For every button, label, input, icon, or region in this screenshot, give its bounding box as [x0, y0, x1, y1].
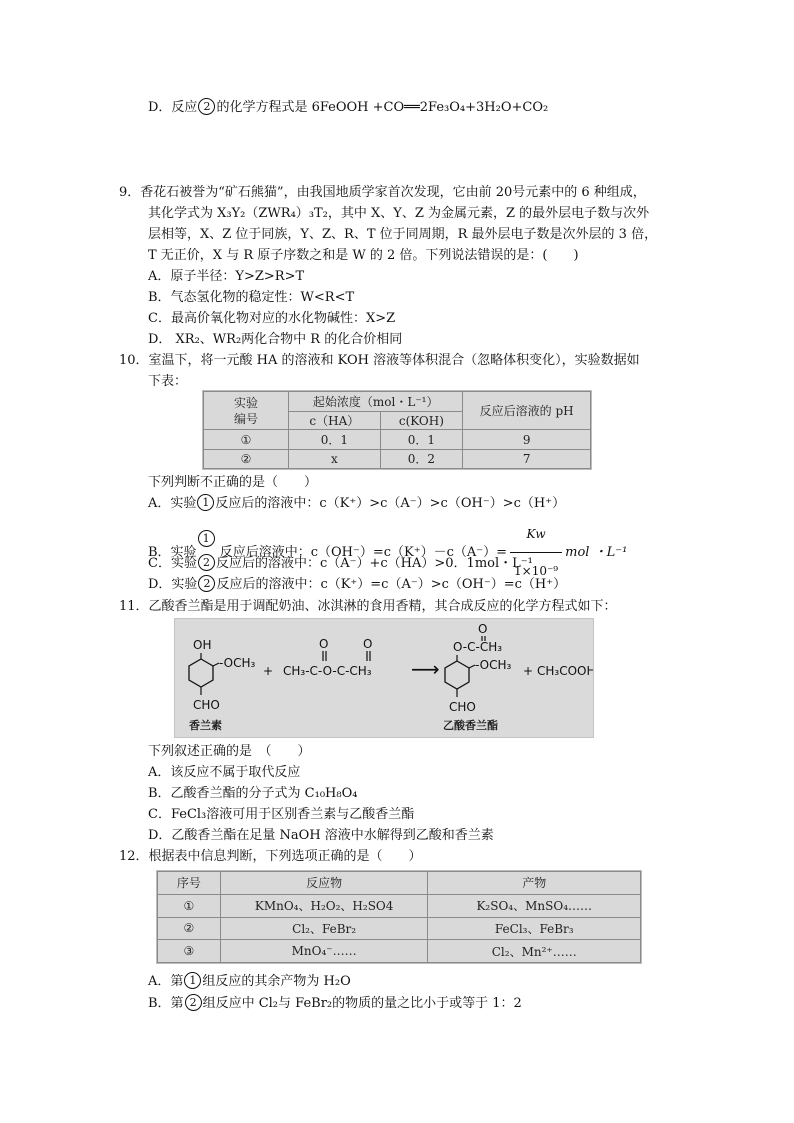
plus-sign: + — [263, 664, 274, 678]
table-row — [158, 917, 641, 940]
q9-stem-line4: T 无正价，X 与 R 原子序数之和是 W 的 2 倍。下列说法错误的是：( ) — [148, 248, 579, 263]
q10-row1-no: ① — [204, 430, 289, 449]
q12-option-b — [148, 994, 522, 1014]
q10-option-c-prefix: C．实验 — [148, 556, 197, 571]
q12-option-a — [148, 972, 351, 992]
q10-row1-ckoh: 0．1 — [380, 430, 463, 449]
q12-row2-reactants: Cl₂、FeBr₂ — [220, 917, 428, 940]
q12-row3-products: Cl₂、Mn²⁺…… — [428, 940, 641, 963]
q8-option-d-prefix: D．反应 — [148, 100, 198, 115]
q10-header-ckoh: c(KOH) — [380, 412, 463, 430]
q10-header-initial-conc: 起始浓度（mol・L⁻¹） — [289, 392, 463, 412]
q12-header-products: 产物 — [428, 872, 641, 895]
q10-row2-ph: 7 — [463, 449, 591, 468]
table-row — [204, 430, 591, 449]
q9-option-d: D． XR₂、WR₂两化合物中 R 的化合价相同 — [148, 332, 403, 347]
q11-option-c: C．FeCl₃溶液可用于区别香兰素与乙酸香兰酯 — [148, 807, 415, 822]
circled-number: 2 — [198, 575, 215, 592]
q9-option-c: C．最高价氧化物对应的水化物碱性：X>Z — [148, 311, 396, 326]
q10-row2-cha: x — [289, 449, 380, 468]
benzene-ring-icon — [445, 661, 469, 689]
q11-question: 下列叙述正确的是 （ ） — [148, 744, 311, 759]
circled-number: 1 — [184, 972, 201, 989]
fraction-denominator: 1×10⁻⁹ — [514, 564, 559, 578]
q10-option-d-text: 反应后的溶液中：c（K⁺）=c（A⁻）>c（OH⁻）=c（H⁺） — [216, 577, 567, 592]
q10-row1-cha: 0．1 — [289, 430, 380, 449]
q8-option-d — [148, 98, 548, 118]
q9-stem-line1: 9．香花石被誉为“矿石熊猫”，由我国地质学家首次发现，它由前 20号元素中的 6 种组成， — [119, 185, 646, 200]
q12-option-a-prefix: A．第 — [148, 974, 184, 989]
table-row — [204, 449, 591, 468]
vanillin-name: 香兰素 — [189, 719, 222, 732]
q8-option-d-text: 的化学方程式是 6FeOOH +CO══2Fe₃O₄+3H₂O+CO₂ — [216, 100, 549, 115]
vanillin-cho-label: CHO — [193, 698, 220, 712]
circled-number: 2 — [185, 994, 202, 1011]
q10-header-ph: 反应后溶液的 pH — [463, 392, 591, 430]
q9-option-b: B．气态氢化物的稳定性：W<R<T — [148, 290, 355, 305]
product-name: 乙酸香兰酯 — [443, 719, 498, 732]
benzene-ring-icon — [189, 659, 213, 687]
q10-row2-no: ② — [204, 449, 289, 468]
q12-header-reactants: 反应物 — [220, 872, 428, 895]
product-ester-group: O-C-CH₃ — [453, 640, 503, 654]
q12-header-no: 序号 — [158, 872, 221, 895]
q11-option-b: B．乙酸香兰酯的分子式为 C₁₀H₈O₄ — [148, 786, 358, 801]
q10-option-d-prefix: D．实验 — [148, 577, 198, 592]
q10-question: 下列判断不正确的是（ ） — [148, 475, 318, 490]
q10-data-table — [202, 390, 592, 470]
anhydride-o1-label: O — [319, 637, 329, 651]
q9-stem-line3: 层相等，X、Z 位于同族，Y、Z、R、T 位于同周期，R 最外层电子数是次外层的 3 倍， — [148, 227, 658, 242]
q10-header-cha: c（HA） — [289, 412, 380, 430]
q10-option-a-prefix: A．实验 — [148, 496, 197, 511]
q12-row3-reactants: MnO₄⁻…… — [220, 940, 428, 963]
circled-number: 1 — [197, 494, 214, 511]
product-cho-label: CHO — [449, 700, 476, 714]
vanillin-och3-label: -OCH₃ — [219, 656, 256, 670]
q12-row2-no: ② — [158, 917, 221, 940]
plus-sign: + — [523, 664, 534, 678]
table-row — [158, 940, 641, 963]
q12-row1-no: ① — [158, 894, 221, 917]
q9-option-a: A．原子半径：Y>Z>R>T — [148, 269, 305, 284]
circled-number: 2 — [198, 98, 215, 115]
vanillin-oh-label: OH — [193, 638, 212, 652]
q12-stem-line1: 12．根据表中信息判断，下列选项正确的是（ ） — [119, 849, 422, 864]
product-och3-label: -OCH₃ — [475, 658, 512, 672]
q10-option-d — [148, 575, 566, 595]
q10-option-b-prefix: B．实验 — [148, 545, 197, 560]
q10-option-b-unit: mol ・L⁻¹ — [565, 545, 628, 560]
q10-option-c-text: 反应后的溶液中：c（A⁻）+c（HA）>0．1mol・L⁻¹ — [215, 556, 533, 571]
q10-stem-line2: 下表： — [148, 374, 188, 389]
q10-header-exp-line2: 编号 — [234, 411, 259, 426]
q11-option-d: D．乙酸香兰酯在足量 NaOH 溶液中水解得到乙酸和香兰素 — [148, 828, 494, 843]
q10-option-b-text: 反应后溶液中：c（OH⁻）=c（K⁺）－c（A⁻）= — [219, 545, 508, 560]
table-row — [158, 894, 641, 917]
q9-stem-line2: 其化学式为 X₃Y₂（ZWR₄）₃T₂，其中 X、Y、Z 为金属元素，Z 的最外层电子数与次外 — [148, 206, 650, 221]
acetic-anhydride-formula: CH₃-C-O-C-CH₃ — [283, 664, 372, 678]
circled-number: 1 — [198, 530, 215, 547]
q12-option-b-prefix: B．第 — [148, 996, 184, 1011]
q11-stem-line1: 11．乙酸香兰酯是用于调配奶油、冰淇淋的食用香精，其合成反应的化学方程式如下： — [119, 599, 617, 614]
q10-stem-line1: 10．室温下，将一元酸 HA 的溶液和 KOH 溶液等体积混合（忽略体积变化），实验数据如 — [119, 353, 640, 368]
q12-row1-products: K₂SO₄、MnSO₄…… — [428, 894, 641, 917]
circled-number: 2 — [198, 554, 215, 571]
fraction-numerator: Kw — [510, 516, 562, 553]
q12-row3-no: ③ — [158, 940, 221, 963]
q10-row2-ckoh: 0．2 — [380, 449, 463, 468]
q12-option-a-text: 组反应的其余产物为 H₂O — [202, 974, 351, 989]
q11-option-a: A．该反应不属于取代反应 — [148, 765, 301, 780]
anhydride-o2-label: O — [363, 637, 373, 651]
q10-row1-ph: 9 — [463, 430, 591, 449]
reaction-scheme-image — [174, 618, 594, 738]
q12-row2-products: FeCl₃、FeBr₃ — [428, 917, 641, 940]
q10-option-a — [148, 494, 565, 514]
q10-header-exp-line1: 实验 — [234, 395, 259, 410]
q12-reaction-table — [156, 870, 642, 964]
acetic-acid-formula: CH₃COOH — [537, 664, 593, 678]
q12-option-b-text: 组反应中 Cl₂与 FeBr₂的物质的量之比小于或等于 1：2 — [202, 996, 522, 1011]
reaction-arrow-icon: ⟶ — [411, 657, 440, 681]
q10-option-a-text: 反应后的溶液中：c（K⁺）>c（A⁻）>c（OH⁻）>c（H⁺） — [215, 496, 566, 511]
product-carbonyl-o-label: O — [478, 622, 488, 636]
q12-row1-reactants: KMnO₄、H₂O₂、H₂SO4 — [220, 894, 428, 917]
q10-option-c — [148, 554, 533, 574]
